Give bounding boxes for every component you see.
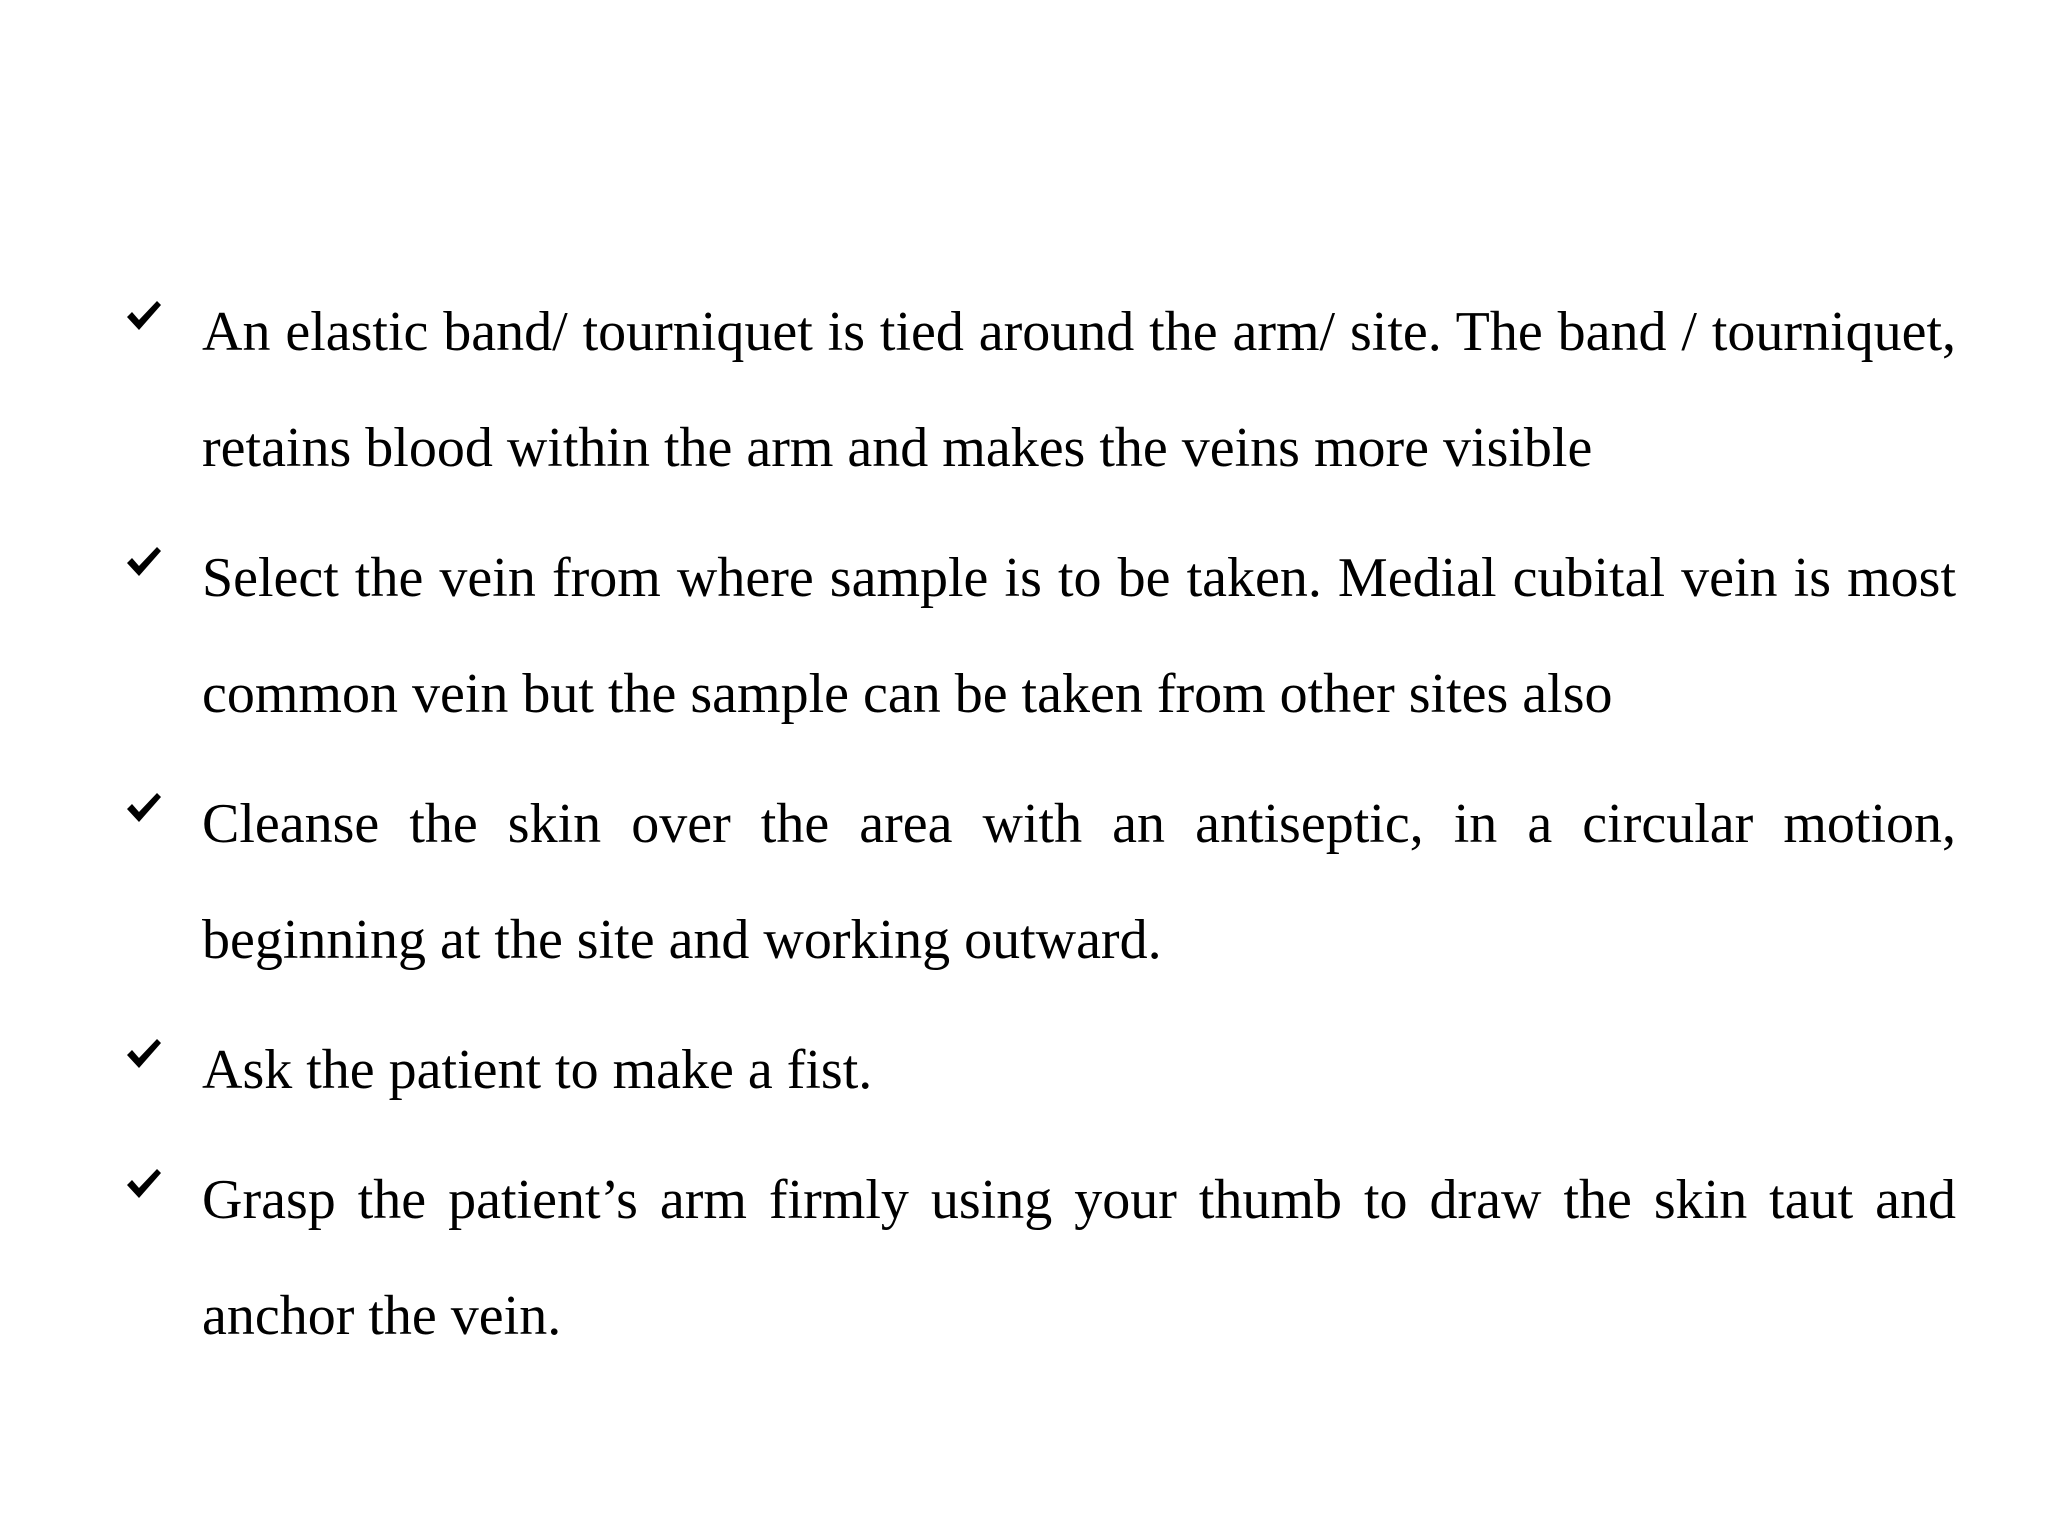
list-item-text: Select the vein from where sample is to be taken. Medial cubital vein is most common vein but the sample can be taken from other sites also [202, 547, 1956, 725]
list-item [118, 274, 1956, 506]
list-item [118, 1142, 1956, 1374]
list-item [118, 1012, 1956, 1128]
checkmark-icon [124, 542, 164, 582]
list-item-text: Grasp the patient’s arm firmly using your thumb to draw the skin taut and anchor the vein. [202, 1169, 1956, 1347]
list-item-text: Cleanse the skin over the area with an antiseptic, in a circular motion, beginning at the site and working outward. [202, 793, 1956, 971]
checkmark-icon [124, 788, 164, 828]
list-item [118, 766, 1956, 998]
checkmark-icon [124, 1034, 164, 1074]
checkmark-icon [124, 296, 164, 336]
list-item [118, 520, 1956, 752]
procedure-checklist [118, 274, 1956, 1388]
checkmark-icon [124, 1164, 164, 1204]
list-item-text: An elastic band/ tourniquet is tied around the arm/ site. The band / tourniquet, retains blood within the arm and makes the veins more visible [202, 301, 1956, 479]
list-item-text: Ask the patient to make a fist. [202, 1039, 873, 1101]
